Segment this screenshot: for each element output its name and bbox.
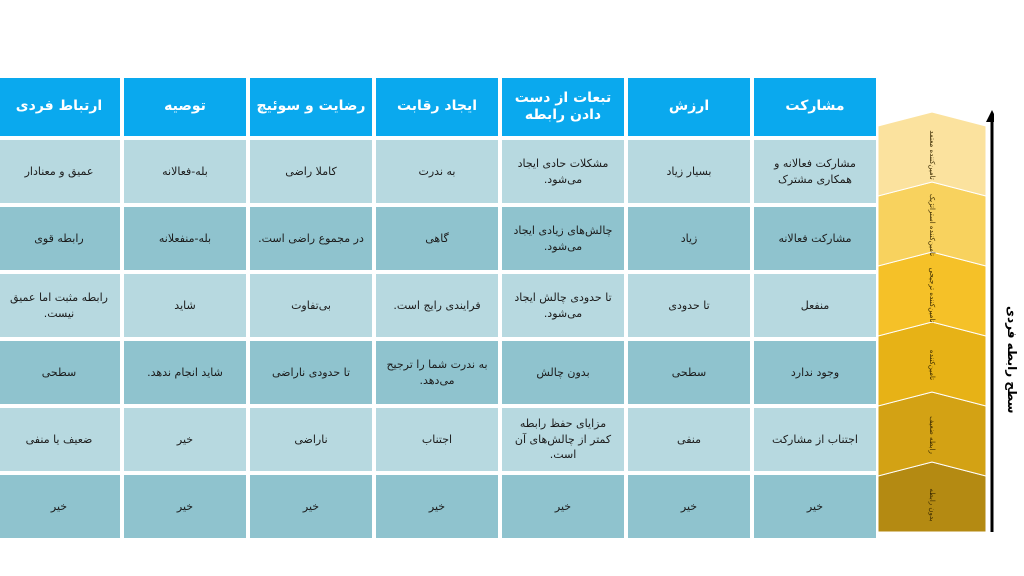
table-cell: منفی: [628, 408, 750, 471]
pyramid-band-label: تامین‌کننده ترجیحی: [928, 267, 936, 323]
table-cell: خیر: [250, 475, 372, 538]
table-cell: بله-فعالانه: [124, 140, 246, 203]
table-cell: در مجموع راضی است.: [250, 207, 372, 270]
table-cell: رابطه قوی: [0, 207, 120, 270]
table-cell: شاید: [124, 274, 246, 337]
table-cell: رابطه مثبت اما عمیق نیست.: [0, 274, 120, 337]
table-cell: شاید انجام ندهد.: [124, 341, 246, 404]
relationship-table: [2, 78, 876, 534]
table-cell: زیاد: [628, 207, 750, 270]
header-recommendation: توصیه: [124, 78, 246, 136]
table-cell: به ندرت: [376, 140, 498, 203]
table-cell: چالش‌های زیادی ایجاد می‌شود.: [502, 207, 624, 270]
relationship-level-pyramid: [878, 108, 994, 532]
pyramid-band-label: تامین‌کننده: [928, 349, 936, 381]
header-satisfaction-switch: رضایت و سوئیچ: [250, 78, 372, 136]
table-cell: بله-منفعلانه: [124, 207, 246, 270]
table-cell: سطحی: [0, 341, 120, 404]
table-cell: وجود ندارد: [754, 341, 876, 404]
pyramid-band-label: تامین‌کننده معتمد: [928, 130, 936, 180]
pyramid-band-label: بدون رابطه: [928, 488, 936, 522]
table-cell: خیر: [754, 475, 876, 538]
table-cell: عمیق و معنادار: [0, 140, 120, 203]
table-cell: مزایای حفظ رابطه کمتر از چالش‌های آن است.: [502, 408, 624, 471]
table-cell: اجتناب: [376, 408, 498, 471]
table-cell: خیر: [502, 475, 624, 538]
table-cell: مشارکت فعالانه: [754, 207, 876, 270]
table-cell: خیر: [0, 475, 120, 538]
pyramid-band-label: تامین‌کننده استراتژیک: [928, 193, 936, 257]
table-cell: گاهی: [376, 207, 498, 270]
table-cell: فرایندی رایج است.: [376, 274, 498, 337]
table-cell: تا حدودی ناراضی: [250, 341, 372, 404]
header-competition: ایجاد رقابت: [376, 78, 498, 136]
table-cell: به ندرت شما را ترجیح می‌دهد.: [376, 341, 498, 404]
table-cell: بسیار زیاد: [628, 140, 750, 203]
header-personal-relationship: ارتباط فردی: [0, 78, 120, 136]
table-cell: سطحی: [628, 341, 750, 404]
table-cell: ناراضی: [250, 408, 372, 471]
axis-label: سطح رابطه فردی: [1005, 306, 1019, 414]
table-cell: تا حدودی چالش ایجاد می‌شود.: [502, 274, 624, 337]
table-cell: کاملا راضی: [250, 140, 372, 203]
pyramid-band-label: رابطه ضعیف: [928, 416, 936, 454]
table-cell: تا حدودی: [628, 274, 750, 337]
table-cell: خیر: [124, 408, 246, 471]
table-cell: مشکلات حادی ایجاد می‌شود.: [502, 140, 624, 203]
table-cell: خیر: [376, 475, 498, 538]
table-cell: خیر: [124, 475, 246, 538]
header-loss-consequences: تبعات از دست دادن رابطه: [502, 78, 624, 136]
header-value: ارزش: [628, 78, 750, 136]
table-cell: مشارکت فعالانه و همکاری مشترک: [754, 140, 876, 203]
arrow-up-icon: [986, 110, 994, 122]
header-participation: مشارکت: [754, 78, 876, 136]
table-cell: خیر: [628, 475, 750, 538]
table-cell: بی‌تفاوت: [250, 274, 372, 337]
table-cell: بدون چالش: [502, 341, 624, 404]
table-cell: ضعیف یا منفی: [0, 408, 120, 471]
table-cell: اجتناب از مشارکت: [754, 408, 876, 471]
table-cell: منفعل: [754, 274, 876, 337]
